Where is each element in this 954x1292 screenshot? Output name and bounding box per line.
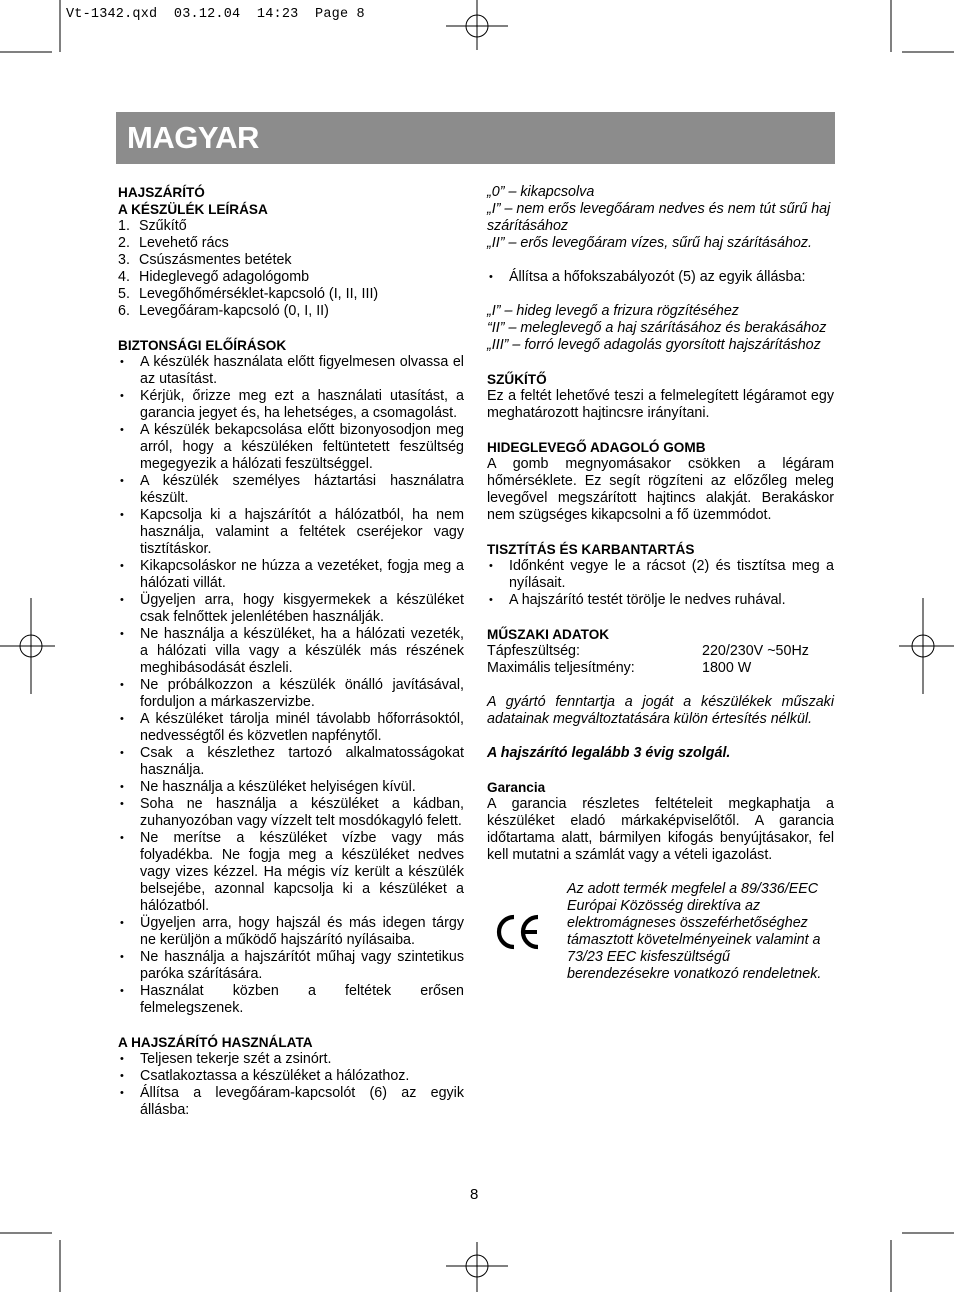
list-item: • A készülék személyes háztartási használatra készült. (118, 473, 464, 507)
list-item: • Ne használja a készüléket, ha a hálózati vezeték, a hálózati villa vagy a készülék más részének meghibásodását észleli. (118, 626, 464, 677)
list-item: • Ne használja a hajszárítót műhaj vagy szintetikus paróka szárítására. (118, 949, 464, 983)
section-title-specs: MŰSZAKI ADATOK (487, 627, 610, 642)
reservation-note: A gyártó fenntartja a jogát a készülékek műszaki adatainak megváltoztatására külön értesítés nélkül. (487, 694, 834, 727)
page-number: 8 (470, 1186, 479, 1203)
list-item: • A hajszárító testét törölje le nedves ruhával. (487, 592, 834, 609)
temperature-setting: “II” – meleglevegő a haj szárításához és berakásához (487, 320, 827, 336)
list-item: • Használat közben a feltétek erősen felmelegszenek. (118, 983, 464, 1017)
list-item: 5. Levegőhőmérséklet-kapcsoló (I, II, III) (118, 286, 379, 302)
list-item: • Ügyeljen arra, hogy hajszál és más idegen tárgy ne kerüljön a működő hajszárító nyílásaiba. (118, 915, 464, 949)
banner-title: MAGYAR (127, 120, 259, 155)
list-item: • Állítsa a hőfokszabályozót (5) az egyik állásba: (487, 269, 834, 286)
ce-conformity-block (487, 881, 834, 1005)
nozzle-text: Ez a feltét lehetővé teszi a felmelegített légáramot egy meghatározott hajtincsre irányítani. (487, 388, 834, 421)
list-item: 6. Levegőáram-kapcsoló (0, I, II) (118, 303, 329, 319)
section-title-warranty: Garancia (487, 780, 546, 795)
list-item: • A készüléket tárolja minél távolabb hőforrásoktól, nedvességtől és közvetlen napfénytől. (118, 711, 464, 745)
section-title-description: A KÉSZÜLÉK LEÍRÁSA (118, 202, 268, 217)
section-title-hairdryer: HAJSZÁRÍTÓ (118, 185, 205, 200)
list-item: • A készülék használata előtt figyelmesen olvassa el az utasítást. (118, 354, 464, 388)
ce-mark-icon (493, 911, 541, 953)
list-item: • Csak a készlethez tartozó alkalmatosságokat használja. (118, 745, 464, 779)
temperature-bullet (487, 269, 834, 286)
cool-shot-text: A gomb megnyomásakor csökken a légáram hőmérséklete. Ez segít rögzíteni az előzőleg meleg levegővel megszárított hajtincs alakját. Berakáskor nem szügséges kikapcsolni a fő üzemmódot. (487, 456, 834, 523)
list-item: • Állítsa a levegőáram-kapcsolót (6) az egyik állásba: (118, 1085, 464, 1119)
cleaning-list (487, 558, 834, 609)
spec-row: Tápfeszültség: 220/230V ~50Hz (487, 643, 809, 659)
list-item: • Ügyeljen arra, hogy kisgyermekek a készüléket csak felnőttek jelenlétében használják. (118, 592, 464, 626)
list-item: • Kérjük, őrizze meg ezt a használati utasítást, a garancia jegyet és, ha lehetséges, a csomagolást. (118, 388, 464, 422)
service-life-note: A hajszárító legalább 3 évig szolgál. (487, 745, 731, 761)
list-item: • Ne használja a készüléket helyiségen kívül. (118, 779, 464, 796)
list-item: 1. Szűkítő (118, 218, 187, 234)
list-item: • A készülék bekapcsolása előtt bizonyosodjon meg arról, hogy a készüléken feltüntetett feszültség megegyezik a hálózati feszültséggel. (118, 422, 464, 473)
airflow-setting: „II” – erős levegőáram vízes, sűrű haj szárításához. (487, 235, 812, 251)
list-item: • Csatlakoztassa a készüléket a hálózathoz. (118, 1068, 464, 1085)
file-slug: Vt-1342.qxd 03.12.04 14:23 Page 8 (66, 7, 365, 22)
usage-list (118, 1051, 464, 1119)
language-banner (116, 112, 835, 164)
parts-list (118, 218, 464, 320)
list-item: 2. Levehető rács (118, 235, 229, 251)
temperature-setting: „I” – hideg levegő a frizura rögzítéséhez (487, 303, 739, 319)
section-title-nozzle: SZŰKÍTŐ (487, 372, 547, 387)
list-item: • Kikapcsoláskor ne húzza a vezetéket, fogja meg a hálózati villát. (118, 558, 464, 592)
section-title-cleaning: TISZTÍTÁS ÉS KARBANTARTÁS (487, 542, 695, 557)
right-column (487, 184, 834, 1005)
airflow-setting: „0” – kikapcsolva (487, 184, 595, 200)
warranty-text: A garancia részletes feltételeit megkaphatja a készüléket eladó márkaképviselőtől. A garancia időtartama alatt, bármilyen kifogás benyújtásakor, fel kell mutatni a számlát vagy a vételi igazolást. (487, 796, 834, 863)
left-column (118, 184, 464, 1119)
section-title-cool-shot: HIDEGLEVEGŐ ADAGOLÓ GOMB (487, 440, 706, 455)
list-item: 4. Hideglevegő adagológomb (118, 269, 310, 285)
list-item: • Időnként vegye le a rácsot (2) és tisztítsa meg a nyílásait. (487, 558, 834, 592)
airflow-setting: „I” – nem erős levegőáram nedves és nem tút sűrű haj szárításához (487, 201, 831, 234)
list-item: • Ne merítse a készüléket vízbe vagy más folyadékba. Ne fogja meg a készüléket nedves vagy vizes kézzel. Ha mégis víz került a készülék belsejébe, azonnal kapcsolja ki a készüléket a hálózatból. (118, 830, 464, 915)
spec-row: Maximális teljesítmény: 1800 W (487, 660, 752, 676)
ce-text: Az adott termék megfelel a 89/336/EEC Európai Közösség direktíva az elektromágneses összeférhetőséghez támasztott követelményeinek valamint a 73/23 EEC kisfeszültségű berendezésekre vonatkozó rendeletnek. (567, 881, 822, 982)
section-title-usage: A HAJSZÁRÍTÓ HASZNÁLATA (118, 1035, 313, 1050)
list-item: • Teljesen tekerje szét a zsinórt. (118, 1051, 464, 1068)
safety-list (118, 354, 464, 1017)
list-item: • Soha ne használja a készüléket a kádban, zuhanyozóban vagy vízzelt telt mosdókagyló felett. (118, 796, 464, 830)
list-item: • Kapcsolja ki a hajszárítót a hálózatból, ha nem használja, valamint a feltétek cseréjekor vagy tisztításkor. (118, 507, 464, 558)
list-item: 3. Csúszásmentes betétek (118, 252, 292, 268)
section-title-safety: BIZTONSÁGI ELŐÍRÁSOK (118, 338, 287, 353)
list-item: • Ne próbálkozzon a készülék önálló javításával, forduljon a márkaszervizbe. (118, 677, 464, 711)
temperature-setting: „III” – forró levegő adagolás gyorsított hajszárításhoz (487, 337, 821, 353)
